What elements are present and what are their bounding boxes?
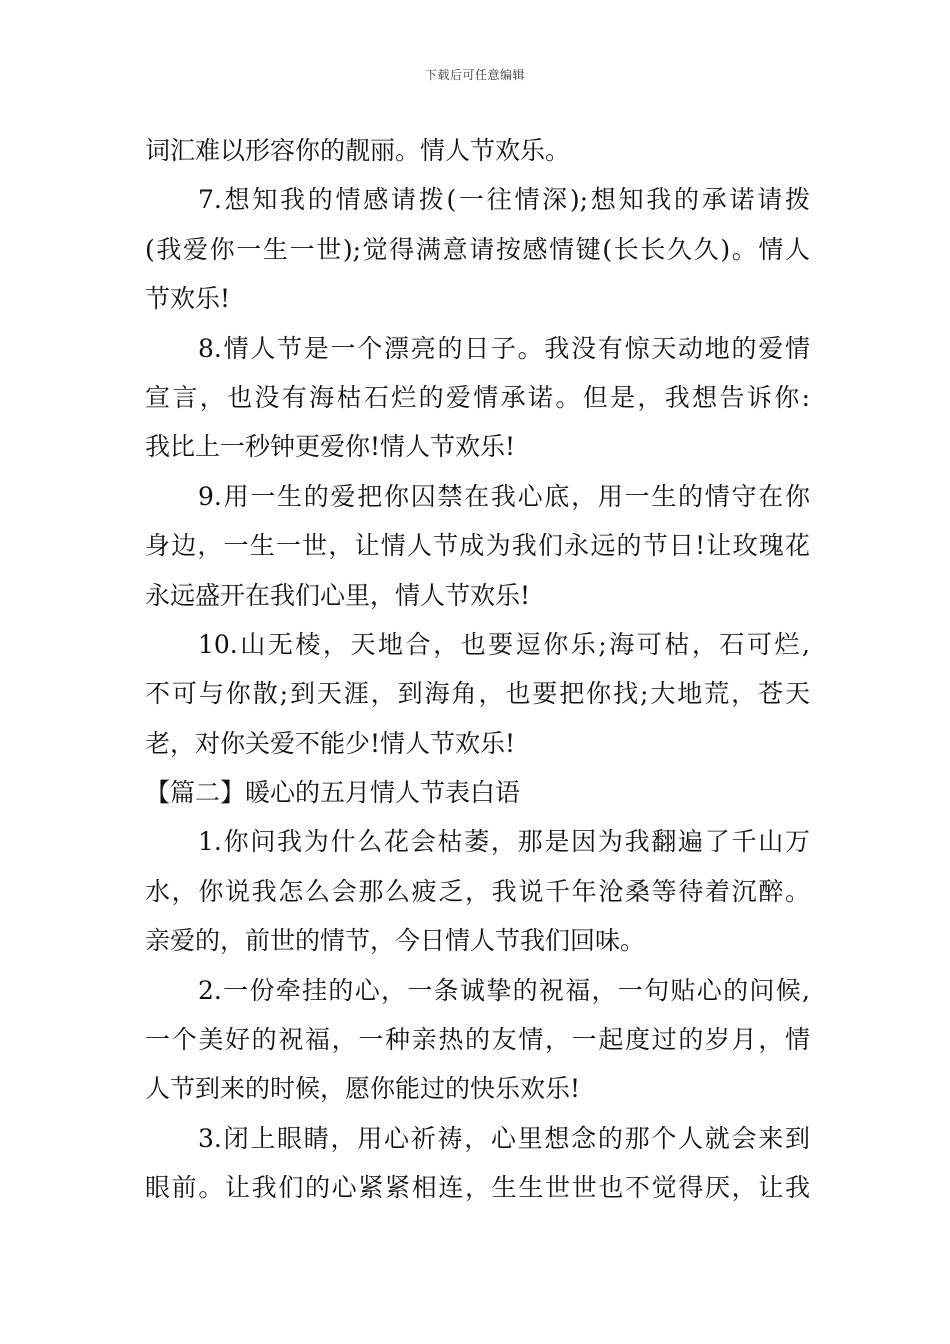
text-line: 不可与你散;到天涯，到海角，也要把你找;大地荒，苍天 <box>145 679 810 709</box>
text-line: 1.你问我为什么花会枯萎，那是因为我翻遍了千山万 <box>198 827 810 857</box>
text-line: 3.闭上眼睛，用心祈祷，心里想念的那个人就会来到 <box>198 1123 810 1153</box>
text-line: 水，你说我怎么会那么疲乏，我说千年沧桑等待着沉醉。 <box>145 876 810 906</box>
text-line: 7.想知我的情感请拨(一往情深);想知我的承诺请拨 <box>198 185 810 215</box>
text-line: 身边，一生一世，让情人节成为我们永远的节日!让玫瑰花 <box>145 531 810 561</box>
text-line: 眼前。让我们的心紧紧相连，生生世世也不觉得厌，让我 <box>145 1173 810 1203</box>
text-line: (我爱你一生一世);觉得满意请按感情键(长长久久)。情人 <box>145 234 810 264</box>
text-line: 亲爱的，前世的情节，今日情人节我们回味。 <box>145 926 646 956</box>
text-line: 节欢乐! <box>145 284 231 314</box>
text-line: 我比上一秒钟更爱你!情人节欢乐! <box>145 432 516 462</box>
text-line: 老，对你关爱不能少!情人节欢乐! <box>145 728 516 758</box>
text-line: 永远盛开在我们心里，情人节欢乐! <box>145 580 531 610</box>
page-header: 下载后可任意编辑 <box>424 68 525 82</box>
section-heading: 【篇二】暖心的五月情人节表白语 <box>145 778 521 808</box>
text-line: 人节到来的时候，愿你能过的快乐欢乐! <box>145 1074 581 1104</box>
text-line: 9.用一生的爱把你囚禁在我心底，用一生的情守在你 <box>198 481 810 511</box>
text-line: 宣言，也没有海枯石烂的爱情承诺。但是，我想告诉你: <box>145 382 810 412</box>
text-line: 词汇难以形容你的靓丽。情人节欢乐。 <box>145 136 571 165</box>
text-line: 一个美好的祝福，一种亲热的友情，一起度过的岁月，情 <box>145 1025 810 1055</box>
text-line: 2.一份牵挂的心，一条诚挚的祝福，一句贴心的问候, <box>198 975 810 1005</box>
text-line: 10.山无棱，天地合，也要逗你乐;海可枯，石可烂, <box>198 629 810 659</box>
document-body <box>145 126 810 1213</box>
text-line: 8.情人节是一个漂亮的日子。我没有惊天动地的爱情 <box>198 333 810 363</box>
